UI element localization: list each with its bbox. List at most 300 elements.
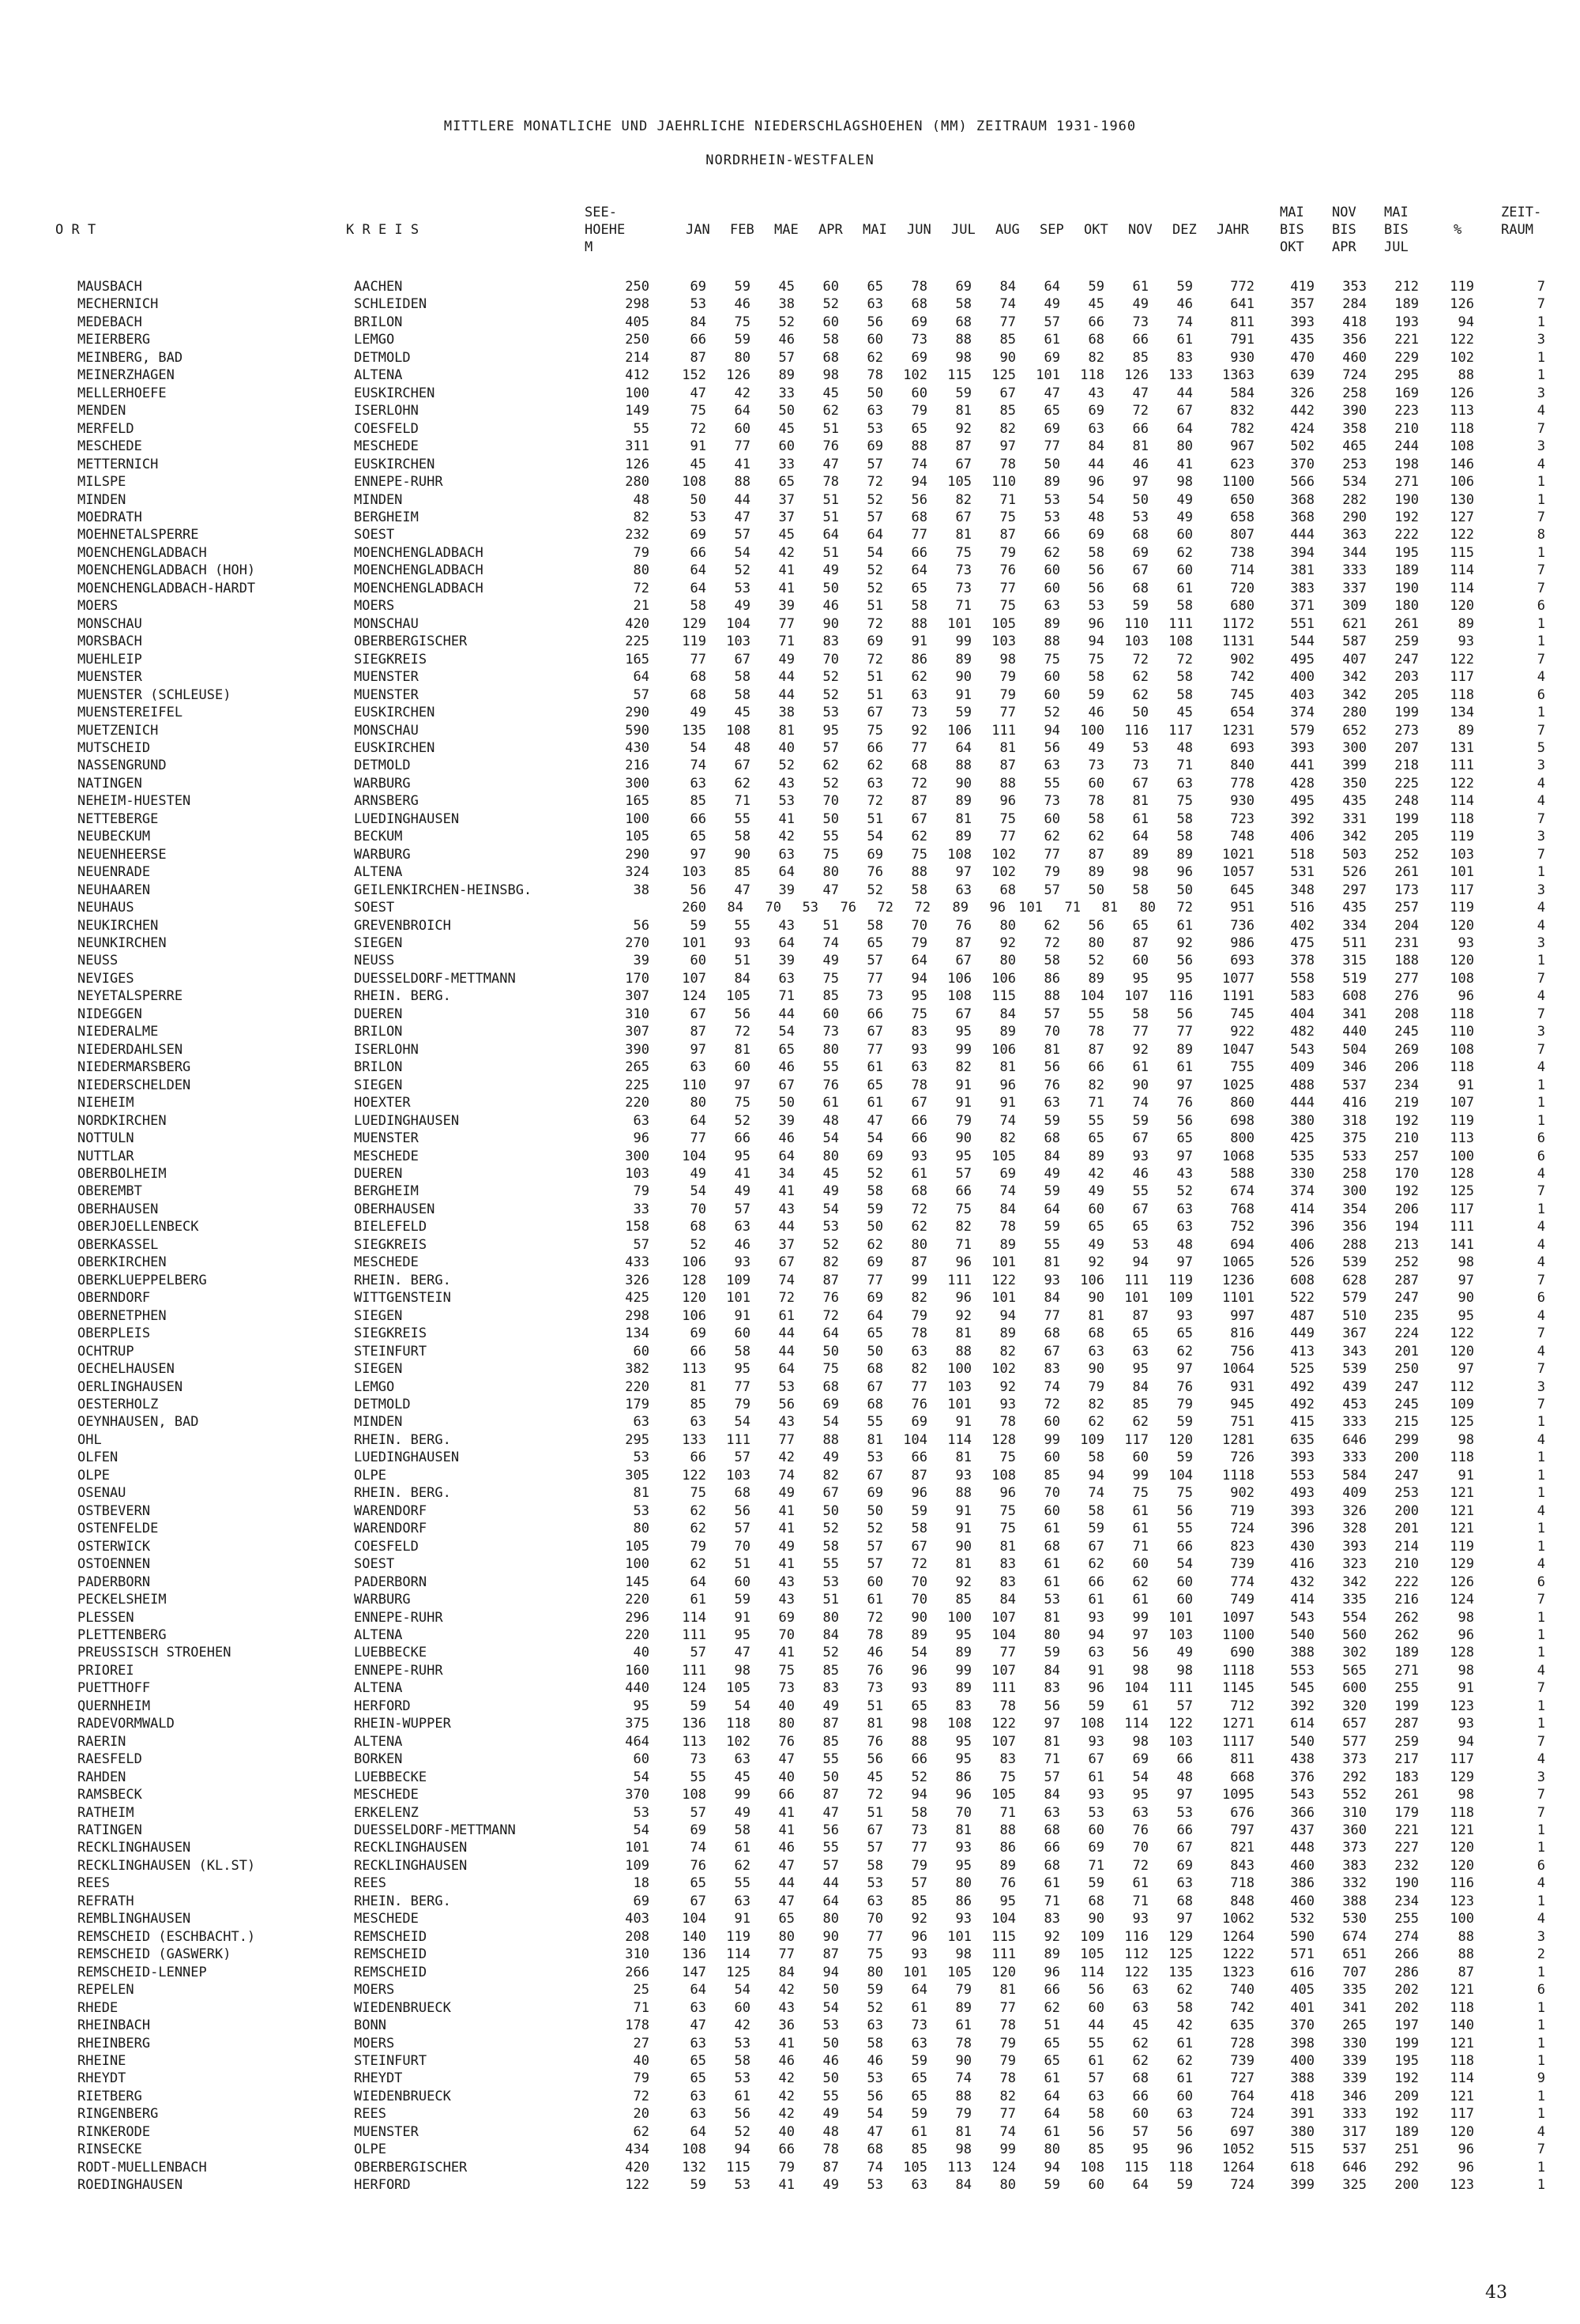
cell-ort: MELLERHOEFE — [77, 385, 167, 401]
cell-sep: 83 — [1044, 1911, 1060, 1927]
table-row — [0, 863, 1580, 881]
cell-nov: 59 — [1132, 598, 1149, 615]
cell-sep: 63 — [1044, 1095, 1060, 1111]
cell-jan: 61 — [690, 1592, 706, 1608]
cell-nov: 56 — [1132, 1645, 1149, 1661]
cell-zeitraum: 4 — [1537, 917, 1545, 934]
cell-mai: 72 — [867, 1609, 883, 1626]
cell-mae: 36 — [778, 2018, 795, 2034]
cell-aug: 77 — [999, 2106, 1016, 2123]
cell-jan: 63 — [690, 2088, 706, 2104]
cell-okt: 49 — [1088, 1183, 1104, 1200]
cell-mae: 37 — [778, 491, 795, 508]
cell-percent: 118 — [1450, 1804, 1474, 1821]
table-row — [0, 1786, 1580, 1803]
cell-dez: 48 — [1176, 1236, 1193, 1253]
cell-ort: RHEINBERG — [77, 2035, 151, 2051]
cell-jan: 66 — [690, 332, 706, 348]
cell-apr: 45 — [822, 385, 839, 401]
cell-jahr: 723 — [1230, 810, 1255, 827]
cell-jan: 66 — [690, 544, 706, 561]
cell-percent: 122 — [1450, 651, 1474, 667]
cell-dez: 75 — [1176, 793, 1193, 810]
cell-jun: 61 — [911, 1166, 927, 1182]
cell-kreis: GREVENBROICH — [354, 917, 451, 934]
cell-nov-bis-apr: 724 — [1342, 367, 1367, 384]
table-row — [0, 1165, 1580, 1183]
cell-sep: 71 — [1044, 1751, 1060, 1768]
cell-jahr: 967 — [1230, 438, 1255, 455]
cell-sep: 66 — [1044, 1982, 1060, 1999]
cell-feb: 85 — [734, 864, 750, 881]
cell-percent: 118 — [1450, 1059, 1474, 1076]
cell-nov-bis-apr: 390 — [1342, 403, 1367, 419]
cell-mai-bis-jul: 231 — [1394, 935, 1419, 952]
cell-nov: 70 — [1132, 1840, 1149, 1856]
cell-mai-bis-jul: 215 — [1394, 1414, 1419, 1431]
cell-dez: 61 — [1176, 580, 1193, 596]
cell-feb: 61 — [734, 2088, 750, 2104]
cell-nov-bis-apr: 344 — [1342, 544, 1367, 561]
cell-mai-bis-okt: 495 — [1290, 651, 1315, 667]
cell-okt: 60 — [1088, 1999, 1104, 2016]
cell-aug: 76 — [999, 562, 1016, 579]
cell-percent: 119 — [1450, 900, 1474, 916]
cell-percent: 123 — [1450, 2177, 1474, 2194]
cell-feb: 56 — [734, 1006, 750, 1022]
cell-kreis: PADERBORN — [354, 1574, 427, 1590]
document-subtitle: NORDRHEIN-WESTFALEN — [705, 152, 875, 168]
cell-mae: 65 — [778, 1041, 795, 1058]
cell-seehoehe: 21 — [633, 598, 649, 615]
cell-apr: 49 — [822, 1450, 839, 1466]
cell-kreis: EUSKIRCHEN — [354, 456, 435, 472]
cell-feb: 59 — [734, 279, 750, 295]
table-row — [0, 295, 1580, 313]
cell-dez: 63 — [1176, 1875, 1193, 1892]
cell-jan: 72 — [690, 420, 706, 437]
cell-jahr: 641 — [1230, 296, 1255, 313]
cell-feb: 104 — [726, 615, 750, 632]
cell-nov: 45 — [1132, 2018, 1149, 2034]
cell-seehoehe: 270 — [625, 935, 649, 952]
cell-jun: 95 — [911, 988, 927, 1005]
cell-mai-bis-jul: 199 — [1394, 810, 1419, 827]
cell-mai-bis-jul: 179 — [1394, 1804, 1419, 1821]
cell-jul: 66 — [955, 1183, 972, 1200]
cell-feb: 45 — [734, 705, 750, 721]
cell-seehoehe: 310 — [625, 1946, 649, 1963]
cell-okt: 89 — [1088, 864, 1104, 881]
cell-okt: 59 — [1088, 1698, 1104, 1714]
cell-jul: 83 — [955, 1698, 972, 1714]
table-row — [0, 1964, 1580, 1981]
cell-kreis: EUSKIRCHEN — [354, 705, 435, 721]
cell-jahr: 848 — [1230, 1893, 1255, 1909]
cell-ort: REMSCHEID (ESCHBACHT.) — [77, 1928, 256, 1945]
cell-aug: 71 — [999, 491, 1016, 508]
cell-ort: MEDEBACH — [77, 314, 142, 330]
cell-seehoehe: 79 — [633, 2070, 649, 2087]
cell-aug: 75 — [999, 1521, 1016, 1537]
cell-mae: 42 — [778, 2070, 795, 2087]
cell-kreis: WITTGENSTEIN — [354, 1290, 451, 1307]
cell-mai-bis-jul: 234 — [1394, 1893, 1419, 1909]
cell-okt: 100 — [1080, 722, 1104, 739]
cell-ort: OBEREMBT — [77, 1183, 142, 1200]
cell-mai: 52 — [867, 491, 883, 508]
cell-feb: 108 — [726, 722, 750, 739]
cell-okt: 96 — [1088, 615, 1104, 632]
cell-mai: 69 — [867, 1290, 883, 1307]
cell-seehoehe: 250 — [625, 279, 649, 295]
cell-nov: 81 — [1132, 438, 1149, 455]
cell-nov: 98 — [1132, 1662, 1149, 1679]
cell-ort: PRIOREI — [77, 1662, 134, 1679]
cell-nov-bis-apr: 465 — [1342, 438, 1367, 455]
cell-seehoehe: 265 — [625, 1059, 649, 1076]
cell-mai: 61 — [867, 1095, 883, 1111]
cell-mae: 45 — [778, 527, 795, 543]
cell-jun: 58 — [911, 1804, 927, 1821]
cell-percent: 117 — [1450, 669, 1474, 686]
cell-okt: 87 — [1088, 1041, 1104, 1058]
cell-sep: 93 — [1044, 1272, 1060, 1288]
cell-mai: 69 — [867, 1254, 883, 1271]
cell-dez: 46 — [1176, 296, 1193, 313]
cell-aug: 92 — [999, 1378, 1016, 1395]
cell-ort: MEINERZHAGEN — [77, 367, 175, 384]
cell-feb: 42 — [734, 385, 750, 401]
cell-kreis: MESCHEDE — [354, 1911, 419, 1927]
cell-mai: 53 — [867, 1875, 883, 1892]
cell-jul: 96 — [989, 900, 1006, 916]
cell-kreis: MUENSTER — [354, 669, 419, 686]
cell-percent: 115 — [1450, 544, 1474, 561]
cell-zeitraum: 1 — [1537, 705, 1545, 721]
cell-jahr: 1101 — [1222, 1290, 1255, 1307]
cell-seehoehe: 40 — [633, 2053, 649, 2069]
cell-ort: OBERHAUSEN — [77, 1201, 159, 1217]
cell-dez: 96 — [1176, 2142, 1193, 2158]
cell-okt: 56 — [1088, 580, 1104, 596]
cell-mai-bis-jul: 195 — [1394, 2053, 1419, 2069]
cell-mai-bis-okt: 540 — [1290, 1733, 1315, 1750]
cell-ort: OHL — [77, 1431, 102, 1448]
cell-ort: QUERNHEIM — [77, 1698, 151, 1714]
cell-jan: 77 — [690, 651, 706, 667]
cell-feb: 95 — [734, 1361, 750, 1378]
cell-seehoehe: 307 — [625, 1024, 649, 1040]
cell-aug: 115 — [991, 988, 1016, 1005]
cell-okt: 66 — [1088, 1059, 1104, 1076]
cell-jahr: 821 — [1230, 1840, 1255, 1856]
cell-seehoehe: 84 — [727, 900, 743, 916]
cell-apr: 78 — [822, 2142, 839, 2158]
cell-aug: 105 — [991, 1148, 1016, 1164]
cell-sep: 69 — [1044, 420, 1060, 437]
cell-mai-bis-jul: 259 — [1394, 1733, 1419, 1750]
cell-jun: 72 — [911, 775, 927, 792]
cell-jun: 88 — [911, 615, 927, 632]
cell-jun: 73 — [911, 705, 927, 721]
cell-nov-bis-apr: 328 — [1342, 1521, 1367, 1537]
cell-feb: 63 — [734, 1751, 750, 1768]
cell-jahr: 718 — [1230, 1875, 1255, 1892]
cell-nov: 72 — [1132, 651, 1149, 667]
cell-feb: 58 — [734, 829, 750, 845]
cell-mai-bis-jul: 190 — [1394, 491, 1419, 508]
cell-ort: OSTBEVERN — [77, 1502, 151, 1519]
cell-jul: 81 — [955, 1450, 972, 1466]
header-aug: AUG — [995, 222, 1020, 238]
cell-mai-bis-okt: 553 — [1290, 1467, 1315, 1484]
cell-jahr: 1231 — [1222, 722, 1255, 739]
cell-apr: 70 — [822, 793, 839, 810]
cell-apr: 64 — [822, 1326, 839, 1342]
table-row — [0, 1804, 1580, 1822]
cell-jan: 49 — [690, 705, 706, 721]
cell-jan: 87 — [690, 1024, 706, 1040]
cell-mai: 65 — [867, 935, 883, 952]
cell-dez: 54 — [1176, 1556, 1193, 1573]
cell-ort: NEUENHEERSE — [77, 846, 167, 863]
cell-jul: 114 — [947, 1431, 972, 1448]
cell-ort: MUETZENICH — [77, 722, 159, 739]
cell-mai-bis-okt: 618 — [1290, 2159, 1315, 2175]
cell-apr: 64 — [822, 1893, 839, 1909]
cell-apr: 49 — [822, 1698, 839, 1714]
cell-apr: 55 — [822, 829, 839, 845]
cell-feb: 49 — [734, 1183, 750, 1200]
cell-jahr: 1118 — [1222, 1662, 1255, 1679]
cell-mai-bis-okt: 396 — [1290, 1219, 1315, 1235]
cell-zeitraum: 1 — [1537, 2088, 1545, 2104]
cell-jun: 96 — [911, 1662, 927, 1679]
cell-jul: 86 — [955, 1769, 972, 1785]
cell-apr: 49 — [822, 1183, 839, 1200]
cell-ort: MOEDRATH — [77, 509, 142, 525]
cell-apr: 87 — [822, 1272, 839, 1288]
cell-percent: 122 — [1450, 1326, 1474, 1342]
cell-sep: 67 — [1044, 1343, 1060, 1359]
cell-jan: 53 — [690, 509, 706, 525]
cell-percent: 93 — [1458, 935, 1474, 952]
cell-zeitraum: 7 — [1537, 1804, 1545, 1821]
table-row — [0, 987, 1580, 1005]
cell-jul: 64 — [955, 739, 972, 756]
header-jul: JUL — [951, 222, 976, 238]
cell-sep: 92 — [1044, 1928, 1060, 1945]
cell-percent: 91 — [1458, 1467, 1474, 1484]
cell-jun: 79 — [911, 403, 927, 419]
cell-okt: 53 — [1088, 1804, 1104, 1821]
cell-sep: 59 — [1044, 1112, 1060, 1129]
cell-nov: 122 — [1124, 1964, 1149, 1980]
table-row — [0, 420, 1580, 438]
cell-mai-bis-okt: 522 — [1290, 1290, 1315, 1307]
cell-mai: 69 — [867, 634, 883, 650]
cell-kreis: DETMOLD — [354, 1396, 411, 1412]
cell-jul: 111 — [947, 1272, 972, 1288]
cell-feb: 53 — [734, 2070, 750, 2087]
cell-feb: 125 — [726, 1964, 750, 1980]
cell-nov: 69 — [1132, 544, 1149, 561]
cell-apr: 60 — [822, 279, 839, 295]
cell-nov-bis-apr: 537 — [1342, 2142, 1367, 2158]
cell-sep: 88 — [1044, 988, 1060, 1005]
cell-jul: 93 — [955, 1467, 972, 1484]
cell-feb: 115 — [726, 2159, 750, 2175]
cell-seehoehe: 370 — [625, 1787, 649, 1803]
cell-jahr: 832 — [1230, 403, 1255, 419]
cell-apr: 78 — [822, 474, 839, 491]
cell-okt: 82 — [1088, 349, 1104, 366]
cell-ort: RADEVORMWALD — [77, 1716, 175, 1732]
cell-jan: 63 — [690, 2035, 706, 2051]
header-kreis: K R E I S — [346, 222, 419, 238]
cell-dez: 96 — [1176, 864, 1193, 881]
cell-jahr: 1264 — [1222, 1928, 1255, 1945]
cell-ort: MONSCHAU — [77, 615, 142, 632]
cell-sep: 57 — [1044, 882, 1060, 898]
cell-aug: 122 — [991, 1272, 1016, 1288]
cell-dez: 60 — [1176, 2088, 1193, 2104]
cell-aug: 74 — [999, 1112, 1016, 1129]
cell-percent: 117 — [1450, 1751, 1474, 1768]
cell-sep: 61 — [1044, 1875, 1060, 1892]
cell-dez: 53 — [1176, 1804, 1193, 1821]
cell-seehoehe: 390 — [625, 1041, 649, 1058]
cell-sep: 64 — [1044, 279, 1060, 295]
cell-jul: 59 — [955, 705, 972, 721]
cell-aug: 78 — [999, 2070, 1016, 2087]
cell-mai-bis-okt: 516 — [1290, 900, 1315, 916]
cell-mae: 77 — [778, 1431, 795, 1448]
header-nov: NOV — [1128, 222, 1153, 238]
cell-sep: 49 — [1044, 296, 1060, 313]
cell-apr: 75 — [822, 846, 839, 863]
cell-mai: 58 — [867, 1183, 883, 1200]
cell-jahr: 745 — [1230, 686, 1255, 703]
cell-jun: 65 — [911, 2070, 927, 2087]
cell-mai: 70 — [867, 1911, 883, 1927]
cell-jan: 106 — [682, 1254, 706, 1271]
cell-zeitraum: 1 — [1537, 1485, 1545, 1502]
cell-ort: ROEDINGHAUSEN — [77, 2177, 183, 2194]
cell-nov-bis-apr: 297 — [1342, 882, 1367, 898]
cell-kreis: ALTENA — [354, 367, 403, 384]
cell-seehoehe: 405 — [625, 314, 649, 330]
cell-zeitraum: 6 — [1537, 1857, 1545, 1874]
cell-ort: MINDEN — [77, 491, 126, 508]
cell-sep: 58 — [1044, 953, 1060, 969]
cell-aug: 78 — [999, 456, 1016, 472]
cell-ort: PECKELSHEIM — [77, 1592, 167, 1608]
cell-kreis: MESCHEDE — [354, 438, 419, 455]
cell-nov: 87 — [1132, 1307, 1149, 1324]
cell-kreis: LUEDINGHAUSEN — [354, 1112, 460, 1129]
cell-percent: 118 — [1450, 2053, 1474, 2069]
cell-okt: 58 — [1088, 669, 1104, 686]
cell-nov: 72 — [1132, 1857, 1149, 1874]
cell-aug: 75 — [999, 810, 1016, 827]
cell-feb: 88 — [734, 474, 750, 491]
cell-sep: 79 — [1044, 864, 1060, 881]
cell-mai-bis-jul: 200 — [1394, 1502, 1419, 1519]
cell-jan: 74 — [690, 758, 706, 774]
cell-dez: 56 — [1176, 1112, 1193, 1129]
cell-sep: 81 — [1044, 1609, 1060, 1626]
cell-jan: 63 — [690, 775, 706, 792]
cell-feb: 51 — [734, 953, 750, 969]
cell-jahr: 1095 — [1222, 1787, 1255, 1803]
cell-zeitraum: 5 — [1537, 739, 1545, 756]
cell-mae: 41 — [778, 1645, 795, 1661]
cell-kreis: SIEGEN — [354, 1361, 403, 1378]
cell-nov: 60 — [1132, 1450, 1149, 1466]
cell-apr: 52 — [822, 686, 839, 703]
cell-jahr: 1363 — [1222, 367, 1255, 384]
cell-jul: 81 — [955, 1822, 972, 1839]
cell-seehoehe: 80 — [633, 1521, 649, 1537]
cell-kreis: REMSCHEID — [354, 1928, 427, 1945]
cell-kreis: MOERS — [354, 1982, 395, 1999]
cell-seehoehe: 440 — [625, 1680, 649, 1697]
cell-apr: 82 — [822, 1254, 839, 1271]
cell-zeitraum: 7 — [1537, 562, 1545, 579]
cell-mai-bis-jul: 204 — [1394, 917, 1419, 934]
cell-jul: 78 — [955, 2035, 972, 2051]
cell-mai-bis-okt: 543 — [1290, 1041, 1315, 1058]
cell-feb: 56 — [734, 2106, 750, 2123]
cell-ort: RODT-MUELLENBACH — [77, 2159, 207, 2175]
cell-jul: 95 — [955, 1857, 972, 1874]
table-row — [0, 1396, 1580, 1413]
cell-mae: 41 — [778, 1183, 795, 1200]
cell-feb: 75 — [734, 314, 750, 330]
cell-mai: 57 — [867, 456, 883, 472]
cell-seehoehe: 95 — [633, 1698, 649, 1714]
cell-jahr: 654 — [1230, 705, 1255, 721]
cell-jul: 98 — [955, 1946, 972, 1963]
cell-mae: 76 — [778, 1733, 795, 1750]
cell-nov: 76 — [1132, 1822, 1149, 1839]
cell-nov-bis-apr: 342 — [1342, 669, 1367, 686]
cell-aug: 108 — [991, 1467, 1016, 1484]
cell-zeitraum: 4 — [1537, 1556, 1545, 1573]
cell-aug: 78 — [999, 1698, 1016, 1714]
cell-mae: 46 — [778, 1130, 795, 1147]
cell-mai: 52 — [867, 1166, 883, 1182]
cell-ort: NEUSS — [77, 953, 118, 969]
cell-aug: 80 — [999, 917, 1016, 934]
cell-apr: 46 — [822, 2053, 839, 2069]
cell-apr: 52 — [822, 1236, 839, 1253]
cell-nov-bis-apr: 333 — [1342, 1414, 1367, 1431]
cell-jul: 106 — [947, 970, 972, 987]
cell-nov: 58 — [1132, 1006, 1149, 1022]
cell-seehoehe: 375 — [625, 1716, 649, 1732]
cell-aug: 75 — [999, 1502, 1016, 1519]
cell-percent: 130 — [1450, 491, 1474, 508]
cell-okt: 84 — [1088, 438, 1104, 455]
cell-mai-bis-jul: 266 — [1394, 1946, 1419, 1963]
cell-okt: 58 — [1088, 1502, 1104, 1519]
cell-jan: 69 — [690, 279, 706, 295]
cell-jan: 113 — [682, 1733, 706, 1750]
cell-kreis: MONSCHAU — [354, 722, 419, 739]
